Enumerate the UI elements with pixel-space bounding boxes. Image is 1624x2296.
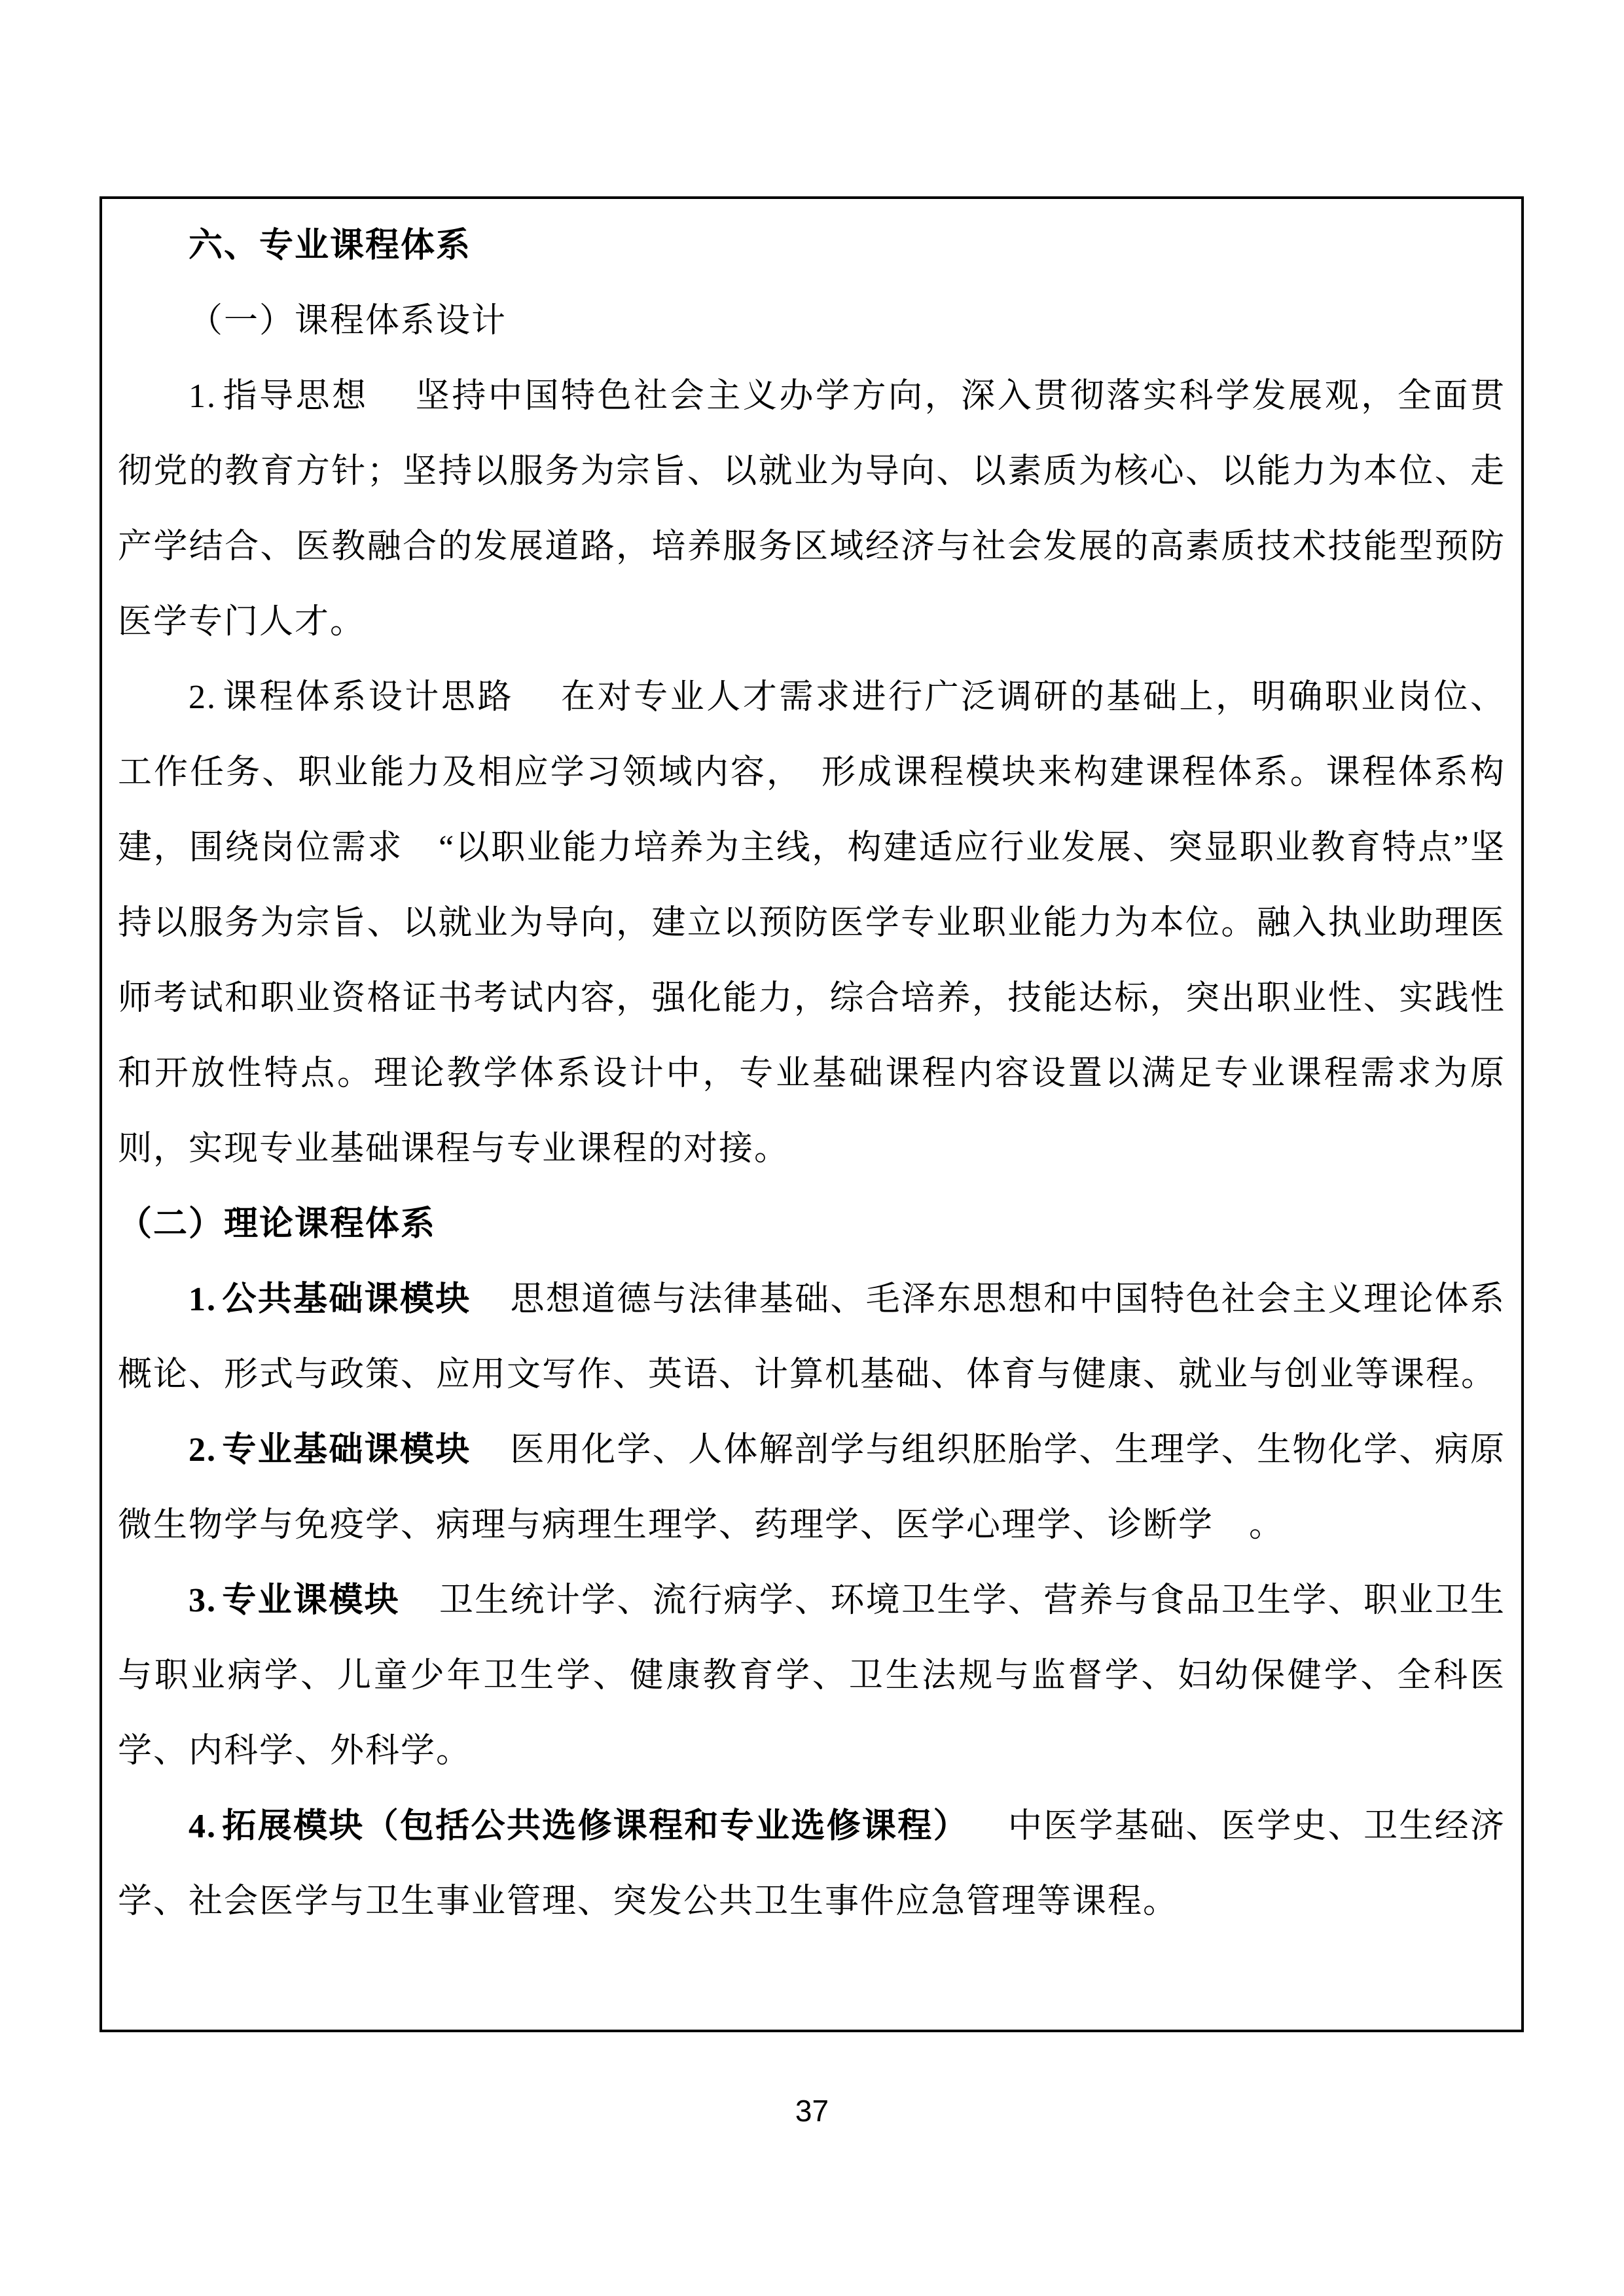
paragraph-guiding-label: 指导思想 xyxy=(222,378,369,415)
module-label: 专业基础课模块 xyxy=(222,1431,471,1469)
section-heading: 六、专业课程体系 xyxy=(189,227,472,264)
paragraph-guiding-number: 1. xyxy=(189,378,217,415)
paragraph-design-body: 在对专业人才需求进行广泛调研的基础上，明确职业岗位、工作任务、职业能力及相应学习领域内容， 形成课程模块来构建课程体系。课程体系构建，围绕岗位需求 “以职业能力培养为主线，构建适应行业发展、突显职业教育特点”坚持以服务为宗旨、以就业为导向，建立以预防医学专业职业能力为本位。融入执业助理医师考试和职业资格证书考试内容，强化能力，综合培养，技能达标，突出职业性、实践性和开放性特点。理论教学体系设计中，专业基础课程内容设置以满足专业课程需求为原则，实现专业基础课程与专业课程的对接。 xyxy=(118,679,1506,1168)
module-body: 卫生统计学、流行病学、环境卫生学、营养与食品卫生学、职业卫生与职业病学、儿童少年卫生学、健康教育学、卫生法规与监督学、妇幼保健学、全科医学、内科学、外科学。 xyxy=(118,1582,1506,1770)
subsection-heading-course-design: （一）课程体系设计 xyxy=(189,302,507,340)
paragraph-guiding-body: 坚持中国特色社会主义办学方向，深入贯彻落实科学发展观，全面贯彻党的教育方针；坚持以服务为宗旨、以就业为导向、以素质为核心、以能力为本位、走产学结合、医教融合的发展道路，培养服务区域经济与社会发展的高素质技术技能型预防医学专门人才。 xyxy=(118,378,1506,641)
module-label: 专业课模块 xyxy=(222,1582,400,1619)
paragraph-design-number: 2. xyxy=(189,679,217,716)
module-item-professional-basic xyxy=(118,1412,1506,1563)
paragraph-design-label: 课程体系设计思路 xyxy=(222,679,514,716)
paragraph-design-approach xyxy=(118,660,1506,1187)
content-border-frame xyxy=(99,196,1524,2032)
subsection-heading-theory-system: （二）理论课程体系 xyxy=(118,1206,437,1243)
module-number: 3. xyxy=(189,1582,217,1619)
module-number: 1. xyxy=(189,1281,217,1318)
module-label: 拓展模块（包括公共选修课程和专业选修课程） xyxy=(222,1808,969,1845)
module-item-expansion xyxy=(118,1789,1506,1939)
page-number: 37 xyxy=(795,2094,829,2128)
module-body: 思想道德与法律基础、毛泽东思想和中国特色社会主义理论体系概论、形式与政策、应用文写作、英语、计算机基础、体育与健康、就业与创业等课程。 xyxy=(118,1281,1506,1393)
module-number: 4. xyxy=(189,1808,217,1845)
module-item-public-basic xyxy=(118,1262,1506,1412)
module-body: 医用化学、人体解剖学与组织胚胎学、生理学、生物化学、病原微生物学与免疫学、病理与病理生理学、药理学、医学心理学、诊断学 。 xyxy=(118,1431,1506,1544)
module-label: 公共基础课模块 xyxy=(222,1281,471,1318)
module-body: 中医学基础、医学史、卫生经济学、社会医学与卫生事业管理、突发公共卫生事件应急管理等课程。 xyxy=(118,1808,1506,1920)
paragraph-guiding-ideology xyxy=(118,359,1506,660)
module-item-professional-course xyxy=(118,1563,1506,1789)
module-number: 2. xyxy=(189,1431,217,1469)
